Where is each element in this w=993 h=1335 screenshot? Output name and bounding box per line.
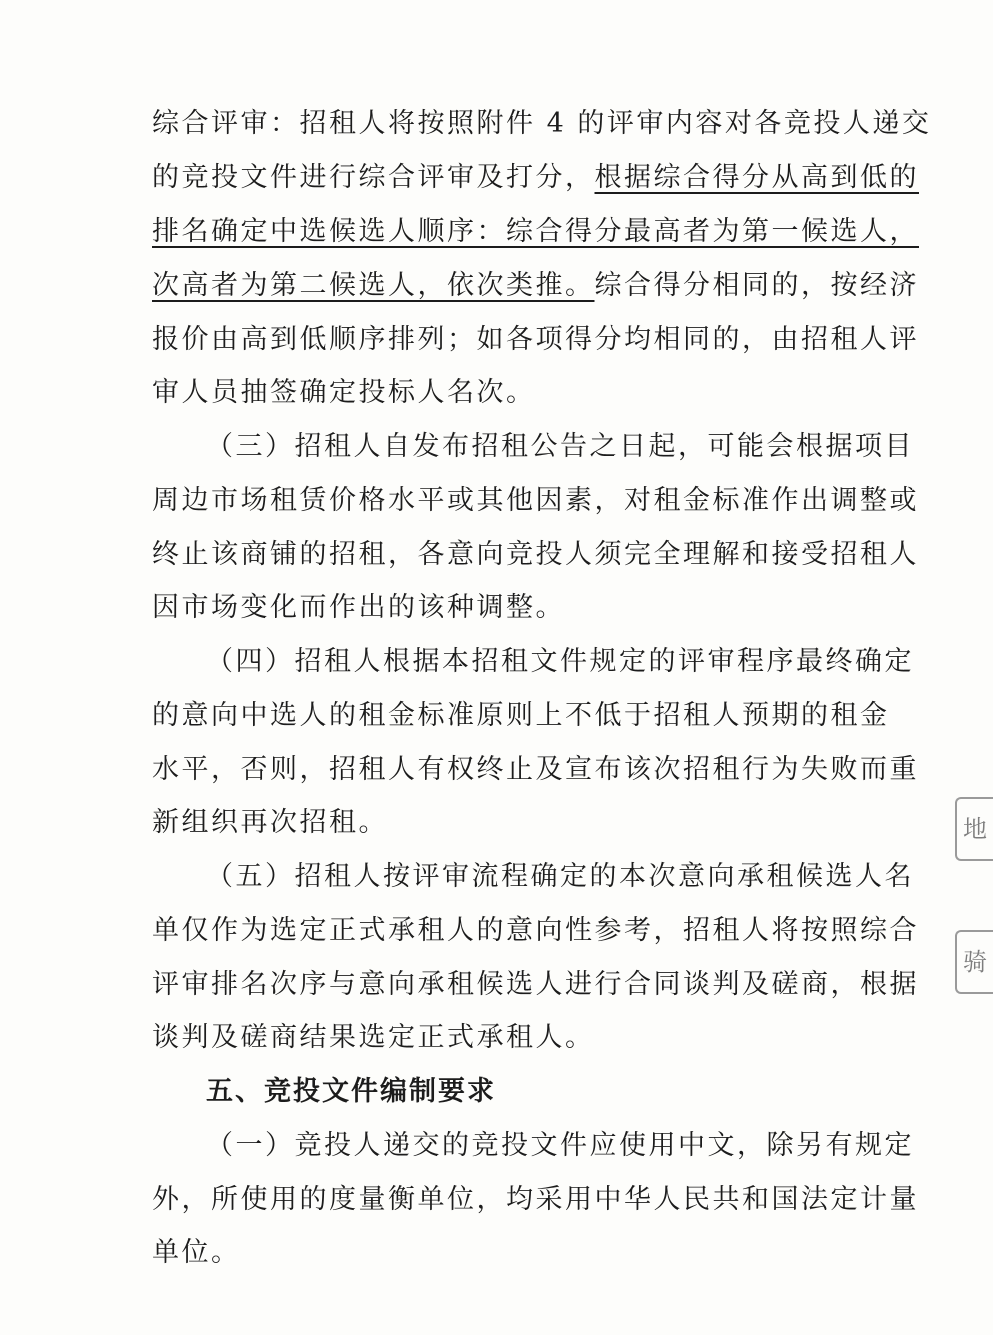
body-line: 单位。 [152, 1237, 241, 1268]
body-line: 周边市场租赁价格水平或其他因素，对租金标准作出调整或 [152, 485, 919, 516]
underlined-text: 排名确定中选候选人顺序：综合得分最高者为第一候选人， [152, 216, 919, 247]
body-line: 终止该商铺的招租，各意向竞投人须完全理解和接受招租人 [152, 539, 919, 570]
paragraph-start-line: （五）招租人按评审流程确定的本次意向承租候选人名 [206, 861, 914, 892]
underlined-text: 次高者为第二候选人，依次类推。 [152, 270, 595, 301]
body-line: 综合评审：招租人将按照附件 4 的评审内容对各竞投人递交 [152, 108, 932, 139]
paragraph-start-line: （一）竞投人递交的竞投文件应使用中文，除另有规定 [206, 1130, 914, 1161]
body-line: 评审排名次序与意向承租候选人进行合同谈判及磋商，根据 [152, 969, 919, 1000]
seam-stamp-fragment: 地 [955, 797, 993, 861]
body-line: 外，所使用的度量衡单位，均采用中华人民共和国法定计量 [152, 1184, 919, 1215]
text-span: 综合得分相同的，按经济 [594, 270, 919, 301]
body-line: 谈判及磋商结果选定正式承租人。 [152, 1022, 595, 1053]
text-span: 的竞投文件进行综合评审及打分， [152, 162, 595, 193]
body-line [152, 214, 919, 250]
body-line [152, 160, 919, 196]
body-line: 水平，否则，招租人有权终止及宣布该次招租行为失败而重 [152, 754, 919, 785]
body-line: 报价由高到低顺序排列；如各项得分均相同的，由招租人评 [152, 324, 919, 355]
body-line: 的意向中选人的租金标准原则上不低于招租人预期的租金 [152, 700, 890, 731]
underlined-text: 根据综合得分从高到低的 [594, 162, 919, 193]
body-line: 单仅作为选定正式承租人的意向性参考，招租人将按照综合 [152, 915, 919, 946]
body-line: 审人员抽签确定投标人名次。 [152, 377, 536, 408]
paragraph-start-line: （三）招租人自发布招租公告之日起，可能会根据项目 [206, 431, 914, 462]
body-line: 因市场变化而作出的该种调整。 [152, 592, 565, 623]
body-line [152, 268, 919, 304]
section-heading: 五、竞投文件编制要求 [206, 1076, 496, 1107]
paragraph-start-line: （四）招租人根据本招租文件规定的评审程序最终确定 [206, 646, 914, 677]
body-line: 新组织再次招租。 [152, 807, 388, 838]
seam-stamp-fragment: 骑 [955, 930, 993, 994]
